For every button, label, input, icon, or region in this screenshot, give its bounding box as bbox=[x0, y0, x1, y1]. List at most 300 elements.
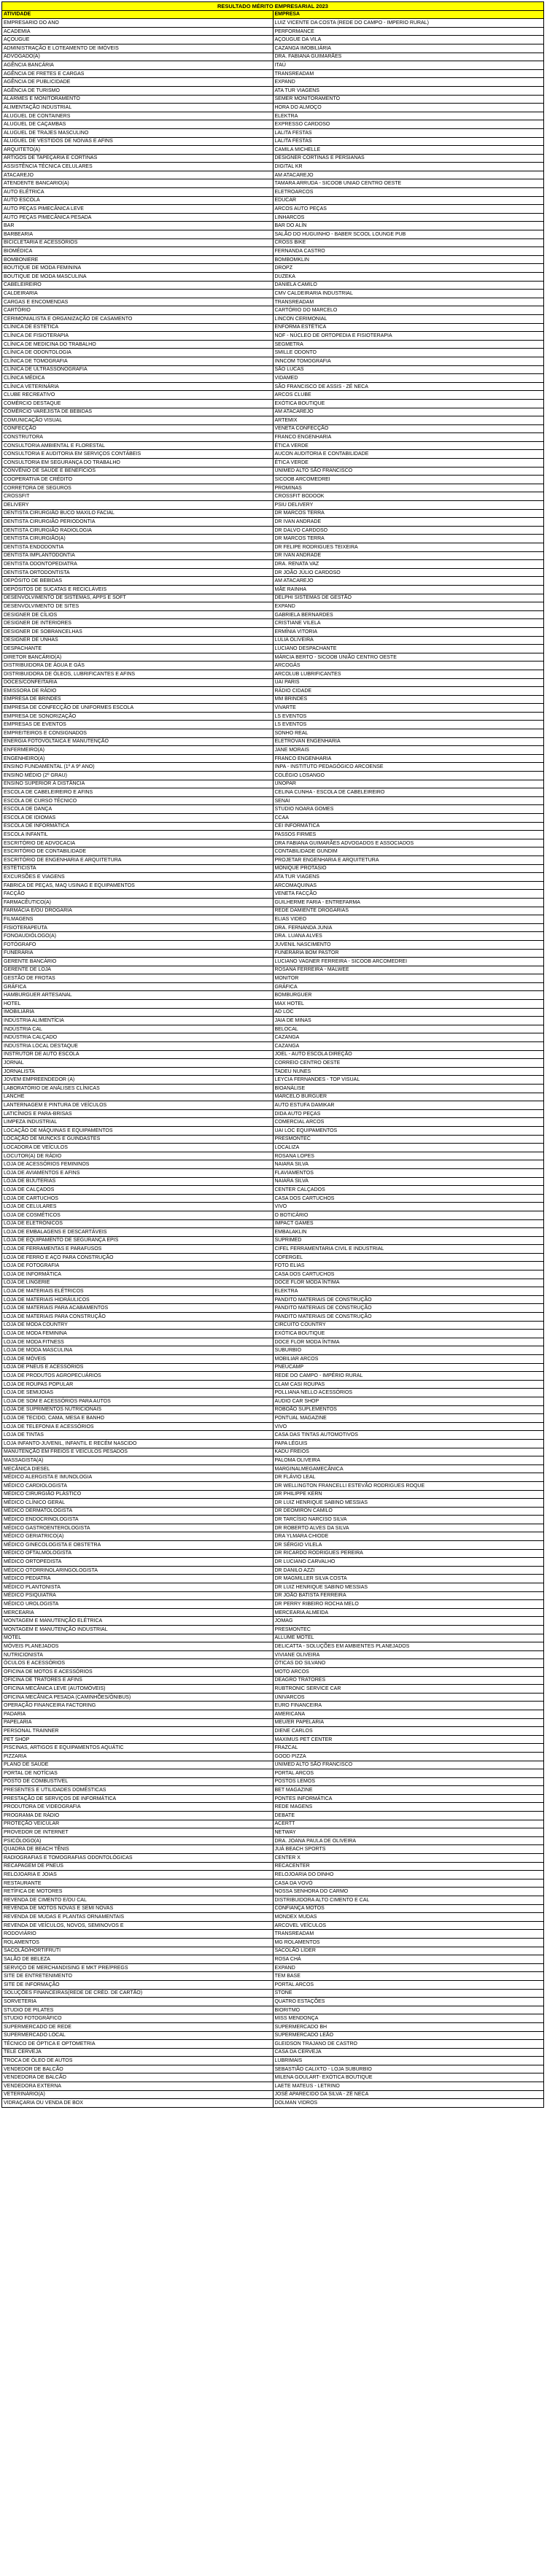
table-row bbox=[2, 1135, 544, 1144]
table-row bbox=[2, 1160, 544, 1169]
activity-cell: FISIOTERAPEUTA bbox=[2, 923, 274, 932]
table-row bbox=[2, 1245, 544, 1254]
company-cell: PONTUAL MAGAZINE bbox=[273, 1414, 544, 1423]
company-cell: LAETE MATEUS - LETRINO bbox=[273, 2082, 544, 2091]
company-cell: ROSA CHÁ bbox=[273, 1955, 544, 1964]
activity-cell: COMÉRCIO VAREJISTA DE BEBIDAS bbox=[2, 408, 274, 416]
table-row bbox=[2, 1490, 544, 1499]
table-row bbox=[2, 120, 544, 129]
activity-cell: INDÚSTRIA CAL bbox=[2, 1025, 274, 1033]
company-cell: CONTABILIDADE GUNDIM bbox=[273, 847, 544, 856]
company-cell: DIDA AUTO PEÇAS bbox=[273, 1109, 544, 1118]
table-row bbox=[2, 298, 544, 306]
company-cell: BET MAGAZINE bbox=[273, 1786, 544, 1795]
activity-cell: DIRETOR BANCÁRIO(A) bbox=[2, 653, 274, 662]
activity-cell: QUADRA DE BEACH TÊNIS bbox=[2, 1845, 274, 1854]
activity-cell: LOJA DE TELEFONIA E ACESSÓRIOS bbox=[2, 1422, 274, 1431]
activity-cell: LOJA DE ELETRÔNICOS bbox=[2, 1219, 274, 1228]
company-cell: FRANCO ENGENHARIA bbox=[273, 433, 544, 442]
activity-cell: MERCEARIA bbox=[2, 1608, 274, 1617]
activity-cell: LOJA DE BIJUTERIAS bbox=[2, 1177, 274, 1186]
activity-cell: AGÊNCIA DE PUBLICIDADE bbox=[2, 78, 274, 87]
company-cell: CIFEL FERRAMENTARIA CIVIL E INDUSTRIAL bbox=[273, 1245, 544, 1254]
table-row bbox=[2, 1397, 544, 1405]
company-cell: UAI LOC EQUIPAMENTOS bbox=[273, 1126, 544, 1135]
company-cell: DR JOÃO JÚLIO CARDOSO bbox=[273, 568, 544, 577]
company-cell: SUPERMERCADO BH bbox=[273, 2022, 544, 2031]
table-row bbox=[2, 1126, 544, 1135]
table-row bbox=[2, 332, 544, 341]
company-cell: CENTER X bbox=[273, 1854, 544, 1863]
activity-cell: DESENVOLVIMENTO DE SISTEMAS, APPS E SOFT bbox=[2, 594, 274, 602]
table-row bbox=[2, 1667, 544, 1676]
activity-cell: EMPRESARIO DO ANO bbox=[2, 19, 274, 28]
activity-cell: REVENDA DE MUDAS E PLANTAS ORNAMENTAIS bbox=[2, 1913, 274, 1922]
table-row bbox=[2, 314, 544, 323]
activity-cell: LOJA DE TECIDO, CAMA, MESA E BANHO bbox=[2, 1414, 274, 1423]
table-row bbox=[2, 1507, 544, 1516]
activity-cell: DESIGNER DE INTERIORES bbox=[2, 619, 274, 628]
table-row bbox=[2, 729, 544, 738]
activity-cell: LANCHE bbox=[2, 1093, 274, 1101]
company-cell: FOTO ELIAS bbox=[273, 1262, 544, 1270]
table-row bbox=[2, 416, 544, 425]
activity-cell: LABORATÓRIO DE ANÁLISES CLÍNICAS bbox=[2, 1085, 274, 1093]
activity-cell: DENTISTA CIRURGIÃO(A) bbox=[2, 535, 274, 543]
company-cell: FRANCO ENGENHARIA bbox=[273, 754, 544, 763]
company-cell: MARGINALMEGAMECÂNICA bbox=[273, 1464, 544, 1473]
table-row bbox=[2, 78, 544, 87]
results-sheet bbox=[1, 1, 544, 2108]
activity-cell: AUTO PEÇAS PIMECÂNICA LEVE bbox=[2, 205, 274, 214]
activity-cell: PSICÓLOGO(A) bbox=[2, 1836, 274, 1845]
activity-cell: MÉDICO ENDOCRINOLOGISTA bbox=[2, 1516, 274, 1524]
activity-cell: CLÍNICA DE ODONTOLOGIA bbox=[2, 349, 274, 357]
company-cell: MÁRCIA BERTO - SICOOB UNIÃO CENTRO OESTE bbox=[273, 653, 544, 662]
company-cell: FERNANDA CASTRO bbox=[273, 247, 544, 256]
company-cell: PORTAL ARCOS bbox=[273, 1769, 544, 1778]
activity-cell: VENDEDOR DE BALCÃO bbox=[2, 2065, 274, 2073]
table-row bbox=[2, 104, 544, 112]
activity-cell: CONSULTORIA EM SEGURANÇA DO TRABALHO bbox=[2, 459, 274, 468]
table-row bbox=[2, 424, 544, 433]
activity-cell: EMPRESA DE BRINDES bbox=[2, 695, 274, 704]
activity-cell: CARTÓRIO bbox=[2, 306, 274, 315]
table-row bbox=[2, 1203, 544, 1211]
table-row bbox=[2, 492, 544, 501]
activity-cell: RETÍFICA DE MOTORES bbox=[2, 1888, 274, 1896]
activity-cell: LOJA DE INFORMÁTICA bbox=[2, 1270, 274, 1279]
company-cell: MERCEARIA ALMEIDA bbox=[273, 1608, 544, 1617]
company-cell: SEGMETRA bbox=[273, 340, 544, 349]
company-cell: MONITOR bbox=[273, 974, 544, 983]
company-cell: CASA DOS CARTUCHOS bbox=[273, 1270, 544, 1279]
table-row bbox=[2, 1422, 544, 1431]
company-cell: DELICATTA - SOLUÇÕES EM AMBIENTES PLANEJADOS bbox=[273, 1642, 544, 1651]
table-row bbox=[2, 543, 544, 552]
activity-cell: VIDRAÇARIA OU VENDA DE BOX bbox=[2, 2099, 274, 2108]
activity-cell: SITE DE ENTRETENIMENTO bbox=[2, 1972, 274, 1981]
company-cell: REDE DAMIENTE DROGARIAS bbox=[273, 907, 544, 915]
company-cell: ROBOÃO SUPLEMENTOS bbox=[273, 1405, 544, 1414]
company-cell: PROJETAR ENGENHARIA E ARQUITETURA bbox=[273, 856, 544, 864]
table-row bbox=[2, 1464, 544, 1473]
table-row bbox=[2, 958, 544, 966]
activity-cell: RESTAURANTE bbox=[2, 1879, 274, 1888]
company-cell: ELEKTRA bbox=[273, 112, 544, 120]
company-cell: DR FLÁVIO LEAL bbox=[273, 1473, 544, 1482]
company-cell: REDE MAGENS bbox=[273, 1803, 544, 1812]
activity-cell: BAR bbox=[2, 222, 274, 230]
table-row bbox=[2, 196, 544, 205]
activity-cell: CONFECÇÃO bbox=[2, 424, 274, 433]
company-cell: STONE bbox=[273, 1989, 544, 1998]
company-cell: MARCELO BURGUER bbox=[273, 1093, 544, 1101]
activity-cell: MASSAGISTA(A) bbox=[2, 1456, 274, 1465]
table-row bbox=[2, 1702, 544, 1710]
activity-cell: ENFERMEIRO(A) bbox=[2, 746, 274, 755]
table-row bbox=[2, 1025, 544, 1033]
table-row bbox=[2, 1000, 544, 1009]
company-cell: MONIQUE PROTASIO bbox=[273, 864, 544, 873]
activity-cell: MÉDICO CARDIOLOGISTA bbox=[2, 1481, 274, 1490]
table-row bbox=[2, 255, 544, 264]
table-row bbox=[2, 1253, 544, 1262]
table-row bbox=[2, 907, 544, 915]
table-row bbox=[2, 687, 544, 696]
activity-cell: EMPRESAS DE EVENTOS bbox=[2, 721, 274, 729]
activity-cell: SORVETERIA bbox=[2, 1998, 274, 2006]
table-row bbox=[2, 1896, 544, 1905]
table-row bbox=[2, 137, 544, 146]
company-cell: ATA TUR VIAGENS bbox=[273, 86, 544, 95]
company-cell: RELOJOARIA DO DINHO bbox=[273, 1871, 544, 1879]
company-cell: BAR DO ALÍN bbox=[273, 222, 544, 230]
activity-cell: PROGRAMA DE RÁDIO bbox=[2, 1812, 274, 1820]
activity-cell: LOJA DE MODA MASCULINA bbox=[2, 1346, 274, 1355]
table-row bbox=[2, 1836, 544, 1845]
activity-cell: PISCINAS, ARTIGOS E EQUIPAMENTOS AQUÁTIC bbox=[2, 1744, 274, 1753]
table-row bbox=[2, 831, 544, 839]
table-row bbox=[2, 594, 544, 602]
activity-cell: PRESENTES E UTILIDADES DOMÉSTICAS bbox=[2, 1786, 274, 1795]
company-cell: GUILHERME FARIA - ENTREFARMA bbox=[273, 898, 544, 907]
company-cell: UNIMED ALTO SÃO FRANCISCO bbox=[273, 467, 544, 476]
table-row bbox=[2, 796, 544, 805]
company-cell: PANDITO MATERIAIS DE CONSTRUÇÃO bbox=[273, 1304, 544, 1313]
activity-cell: LIMPEZA INDUSTRIAL bbox=[2, 1118, 274, 1127]
company-cell: JOSÉ APARECIDO DA SILVA - ZÉ NECA bbox=[273, 2090, 544, 2099]
company-cell: JAIA DE MINAS bbox=[273, 1017, 544, 1025]
company-cell: CAZANGA bbox=[273, 1033, 544, 1042]
table-row bbox=[2, 146, 544, 155]
table-row bbox=[2, 1634, 544, 1642]
company-cell: DR IVAN ANDRADE bbox=[273, 518, 544, 527]
company-cell: SACOLÃO LÍDER bbox=[273, 1947, 544, 1955]
company-cell: PNEUCAMP bbox=[273, 1363, 544, 1372]
table-row bbox=[2, 1168, 544, 1177]
activity-cell: RELOJOARIA E JOIAS bbox=[2, 1871, 274, 1879]
company-cell: RÁDIO CIDADE bbox=[273, 687, 544, 696]
activity-cell: AUTO ELÉTRICA bbox=[2, 188, 274, 197]
activity-cell: COMUNICAÇÃO VISUAL bbox=[2, 416, 274, 425]
company-cell: POSTOS LEMOS bbox=[273, 1777, 544, 1786]
table-row bbox=[2, 1093, 544, 1101]
activity-cell: VENDEDORA EXTERNA bbox=[2, 2082, 274, 2091]
table-row bbox=[2, 814, 544, 823]
activity-cell: ADMINISTRAÇÃO E LOTEAMENTO DE IMÓVEIS bbox=[2, 44, 274, 53]
activity-cell: LOJA DE COSMÉTICOS bbox=[2, 1211, 274, 1219]
company-cell: PASSOS FIRMES bbox=[273, 831, 544, 839]
table-row bbox=[2, 1845, 544, 1854]
table-row bbox=[2, 501, 544, 510]
company-cell: CAMILA MICHELLE bbox=[273, 146, 544, 155]
activity-cell: LOJA DE PRODUTOS AGROPECUÁRIOS bbox=[2, 1372, 274, 1381]
table-row bbox=[2, 1076, 544, 1085]
table-row bbox=[2, 982, 544, 991]
activity-cell: SERVIÇO DE MERCHANDISING E MKT PRE/PREGS bbox=[2, 1963, 274, 1972]
company-cell: TADEU NUNES bbox=[273, 1067, 544, 1076]
activity-cell: BIOMÉDICA bbox=[2, 247, 274, 256]
table-row bbox=[2, 53, 544, 61]
table-row bbox=[2, 281, 544, 290]
company-cell: MISS MENDONÇA bbox=[273, 2014, 544, 2023]
activity-cell: ESTÉTICISTA bbox=[2, 864, 274, 873]
activity-cell: DEPÓSITOS DE SUCATAS E RECICLÁVEIS bbox=[2, 585, 274, 594]
activity-cell: FONOAUDIÓLOGO(A) bbox=[2, 932, 274, 941]
table-row bbox=[2, 408, 544, 416]
activity-cell: FARMÁCIA E/OU DROGARIA bbox=[2, 907, 274, 915]
activity-cell: DEPÓSITO DE BEBIDAS bbox=[2, 577, 274, 586]
table-row bbox=[2, 1067, 544, 1076]
table-row bbox=[2, 399, 544, 408]
table-row bbox=[2, 1642, 544, 1651]
company-cell: DR DEOMIRON CAMILO bbox=[273, 1507, 544, 1516]
table-row bbox=[2, 915, 544, 924]
company-cell: DR DALVO CARDOSO bbox=[273, 526, 544, 535]
company-cell: LOCALIZA bbox=[273, 1144, 544, 1152]
company-cell: ARCOGÁS bbox=[273, 662, 544, 670]
company-cell: LÚLIA OLIVEIRA bbox=[273, 636, 544, 645]
activity-cell: EMPRESA DE CONFECÇÃO DE UNIFORMES ESCOLA bbox=[2, 704, 274, 713]
activity-cell: AÇOUGUE bbox=[2, 36, 274, 44]
company-cell: PORTAL ARCOS bbox=[273, 1980, 544, 1989]
company-cell: COMERCIAL ARCOS bbox=[273, 1118, 544, 1127]
table-row bbox=[2, 856, 544, 864]
activity-cell: COOPERATIVA DE CRÉDITO bbox=[2, 476, 274, 484]
company-cell: DRA FABIANA GUIMARÃES ADVOGADOS E ASSOCIADOS bbox=[273, 839, 544, 847]
table-row bbox=[2, 568, 544, 577]
table-row bbox=[2, 441, 544, 450]
table-row bbox=[2, 1346, 544, 1355]
company-cell: PANDITO MATERIAIS DE CONSTRUÇÃO bbox=[273, 1313, 544, 1322]
table-row bbox=[2, 1566, 544, 1575]
table-row bbox=[2, 1735, 544, 1744]
activity-cell: MÉDICO UROLOGISTA bbox=[2, 1600, 274, 1609]
activity-cell: INDÚSTRIA ALIMENTÍCIA bbox=[2, 1017, 274, 1025]
table-row bbox=[2, 374, 544, 383]
activity-cell: DESPACHANTE bbox=[2, 645, 274, 653]
company-cell: DRA. RENATA VAZ bbox=[273, 560, 544, 569]
table-row bbox=[2, 1828, 544, 1837]
company-cell: CRISTIANE VILELA bbox=[273, 619, 544, 628]
activity-cell: PADARIA bbox=[2, 1710, 274, 1718]
company-cell: DRA YLMARA CHIODE bbox=[273, 1532, 544, 1541]
table-row bbox=[2, 128, 544, 137]
company-cell: JUÁ BEACH SPORTS bbox=[273, 1845, 544, 1854]
company-cell: SÃO FRANCISCO DE ASSIS - ZÉ NECA bbox=[273, 382, 544, 391]
company-cell: AM ATACAREJO bbox=[273, 408, 544, 416]
table-row bbox=[2, 1617, 544, 1626]
activity-cell: LOJA DE MATERIAIS HIDRÁULICOS bbox=[2, 1295, 274, 1304]
activity-cell: DENTISTA ORTODONTISTA bbox=[2, 568, 274, 577]
company-cell: CASA DOS CARTUCHOS bbox=[273, 1194, 544, 1203]
table-row bbox=[2, 1008, 544, 1017]
table-row bbox=[2, 2090, 544, 2099]
table-row bbox=[2, 1330, 544, 1338]
activity-cell: ALUGUEL DE TRAJES MASCULINO bbox=[2, 128, 274, 137]
activity-cell: CONSTRUTORA bbox=[2, 433, 274, 442]
company-cell: ÉTICA VERDE bbox=[273, 459, 544, 468]
company-cell: DRA. FERNANDA JUNIA bbox=[273, 923, 544, 932]
table-row bbox=[2, 1372, 544, 1381]
company-cell: CASA DA CERVEJA bbox=[273, 2048, 544, 2057]
table-row bbox=[2, 1888, 544, 1896]
activity-cell: LATICÍNIOS E PARA-BRISAS bbox=[2, 1109, 274, 1118]
table-row bbox=[2, 772, 544, 780]
activity-cell: ESCOLA DE INFORMÁTICA bbox=[2, 822, 274, 831]
company-cell: NAIARA SILVA bbox=[273, 1160, 544, 1169]
activity-cell: SITE DE INFORMAÇÃO bbox=[2, 1980, 274, 1989]
activity-cell: AGÊNCIA BANCÁRIA bbox=[2, 61, 274, 70]
activity-cell: CORRETORA DE SEGUROS bbox=[2, 484, 274, 492]
company-cell: NOSSA SENHORA DO CARMO bbox=[273, 1888, 544, 1896]
table-row bbox=[2, 949, 544, 958]
table-row bbox=[2, 923, 544, 932]
activity-cell: MÓVEIS PLANEJADOS bbox=[2, 1642, 274, 1651]
table-row bbox=[2, 839, 544, 847]
company-cell: DR PHILIPPE KERN bbox=[273, 1490, 544, 1499]
table-row bbox=[2, 382, 544, 391]
activity-cell: MÉDICO PEDIATRA bbox=[2, 1575, 274, 1583]
company-cell: MONDEX MUDAS bbox=[273, 1913, 544, 1922]
company-cell: DUZEKA bbox=[273, 273, 544, 282]
company-cell: REDE DO CAMPO - IMPÉRIO RURAL bbox=[273, 1372, 544, 1381]
table-row bbox=[2, 1626, 544, 1634]
activity-cell: MÉDICO DERMATOLOGISTA bbox=[2, 1507, 274, 1516]
table-row bbox=[2, 1118, 544, 1127]
table-row bbox=[2, 1685, 544, 1694]
table-row bbox=[2, 1718, 544, 1727]
table-row bbox=[2, 1947, 544, 1955]
company-cell: DOCE FLOR MODA ÍNTIMA bbox=[273, 1279, 544, 1287]
company-cell: DEBATE bbox=[273, 1812, 544, 1820]
company-cell: EXÓTICA BOUTIQUE bbox=[273, 1330, 544, 1338]
activity-cell: TÉCNICO DE ÓPTICA E OPTOMETRIA bbox=[2, 2040, 274, 2049]
company-cell: DR MARCOS TERRA bbox=[273, 535, 544, 543]
company-cell: PRESMONTEC bbox=[273, 1135, 544, 1144]
activity-cell: ACADEMIA bbox=[2, 27, 274, 36]
table-row bbox=[2, 1820, 544, 1828]
table-row bbox=[2, 1871, 544, 1879]
activity-cell: OFICINA MECÂNICA LEVE (AUTOMÓVEIS) bbox=[2, 1685, 274, 1694]
table-row bbox=[2, 1321, 544, 1330]
company-cell: COLÉGIO LOSANGO bbox=[273, 772, 544, 780]
table-row bbox=[2, 1676, 544, 1685]
table-row bbox=[2, 2048, 544, 2057]
company-cell: DANIELA CAMILO bbox=[273, 281, 544, 290]
table-row bbox=[2, 662, 544, 670]
company-cell: DR WELLINGTON FRANCELLI ESTEVÃO RODRIGUES ROQUE bbox=[273, 1481, 544, 1490]
company-cell: NOF - NÚCLEO DE ORTOPEDIA E FISIOTERAPIA bbox=[273, 332, 544, 341]
company-cell: DISTRIBUIDORA ALTO CIMENTO E CAL bbox=[273, 1896, 544, 1905]
company-cell: CIRCUITO COUNTRY bbox=[273, 1321, 544, 1330]
activity-cell: MÉDICO GERIATRICO(A) bbox=[2, 1532, 274, 1541]
activity-cell: VENDEDORA DE BALCÃO bbox=[2, 2073, 274, 2082]
activity-cell: DELIVERY bbox=[2, 501, 274, 510]
table-row bbox=[2, 1752, 544, 1761]
table-row bbox=[2, 991, 544, 1000]
table-row bbox=[2, 1448, 544, 1456]
table-row bbox=[2, 619, 544, 628]
activity-cell: EMPREITEIROS E CONSIGNADOS bbox=[2, 729, 274, 738]
company-cell: MAXIMUS PET CENTER bbox=[273, 1735, 544, 1744]
table-row bbox=[2, 602, 544, 611]
table-row bbox=[2, 1921, 544, 1930]
table-row bbox=[2, 653, 544, 662]
table-row bbox=[2, 1017, 544, 1025]
table-row bbox=[2, 890, 544, 899]
table-row bbox=[2, 179, 544, 188]
table-row bbox=[2, 940, 544, 949]
activity-cell: LOJA DE MATERIAIS PARA ACABAMENTOS bbox=[2, 1304, 274, 1313]
company-cell: ARCOS AUTO PEÇAS bbox=[273, 205, 544, 214]
company-cell: NAIARA SILVA bbox=[273, 1177, 544, 1186]
company-cell: DRA. LUANA ALVES bbox=[273, 932, 544, 941]
table-row bbox=[2, 1803, 544, 1812]
activity-cell: MONTAGEM E MANUTENÇÃO ELÉTRICA bbox=[2, 1617, 274, 1626]
table-row bbox=[2, 1363, 544, 1372]
activity-cell: ENGENHEIRO(A) bbox=[2, 754, 274, 763]
activity-cell: LOCAÇÃO DE MUNCKS E GUINDASTES bbox=[2, 1135, 274, 1144]
activity-cell: DISTRIBUIDORA DE ÓLEOS, LUBRIFICANTES E AFINS bbox=[2, 670, 274, 678]
activity-cell: GRÁFICA bbox=[2, 982, 274, 991]
company-cell: FUNERÁRIA BOM PASTOR bbox=[273, 949, 544, 958]
table-row bbox=[2, 484, 544, 492]
activity-cell: EMISSORA DE RÁDIO bbox=[2, 687, 274, 696]
company-cell: MOBILIAR ARCOS bbox=[273, 1355, 544, 1364]
table-row bbox=[2, 1304, 544, 1313]
activity-cell: CALDEIRARIA bbox=[2, 290, 274, 298]
table-row bbox=[2, 1591, 544, 1600]
company-cell: O BOTICÁRIO bbox=[273, 1211, 544, 1219]
table-row bbox=[2, 2040, 544, 2049]
company-cell: CROSS BIKE bbox=[273, 238, 544, 247]
table-row bbox=[2, 2031, 544, 2040]
company-cell: BOMBOMKLIN bbox=[273, 255, 544, 264]
company-cell: SUPERMERCADO LEÃO bbox=[273, 2031, 544, 2040]
table-row bbox=[2, 864, 544, 873]
table-row bbox=[2, 349, 544, 357]
company-cell: VIVIANE OLIVEIRA bbox=[273, 1650, 544, 1659]
activity-cell: ESCOLA DE CABELEIREIRO E AFINS bbox=[2, 788, 274, 797]
activity-cell: PORTAL DE NOTÍCIAS bbox=[2, 1769, 274, 1778]
table-row bbox=[2, 737, 544, 746]
activity-cell: LOJA DE SOM E ACESSÓRIOS PARA AUTOS bbox=[2, 1397, 274, 1405]
table-row bbox=[2, 898, 544, 907]
activity-cell: PAPELARIA bbox=[2, 1718, 274, 1727]
company-cell: CONFIANÇA MOTOS bbox=[273, 1904, 544, 1913]
